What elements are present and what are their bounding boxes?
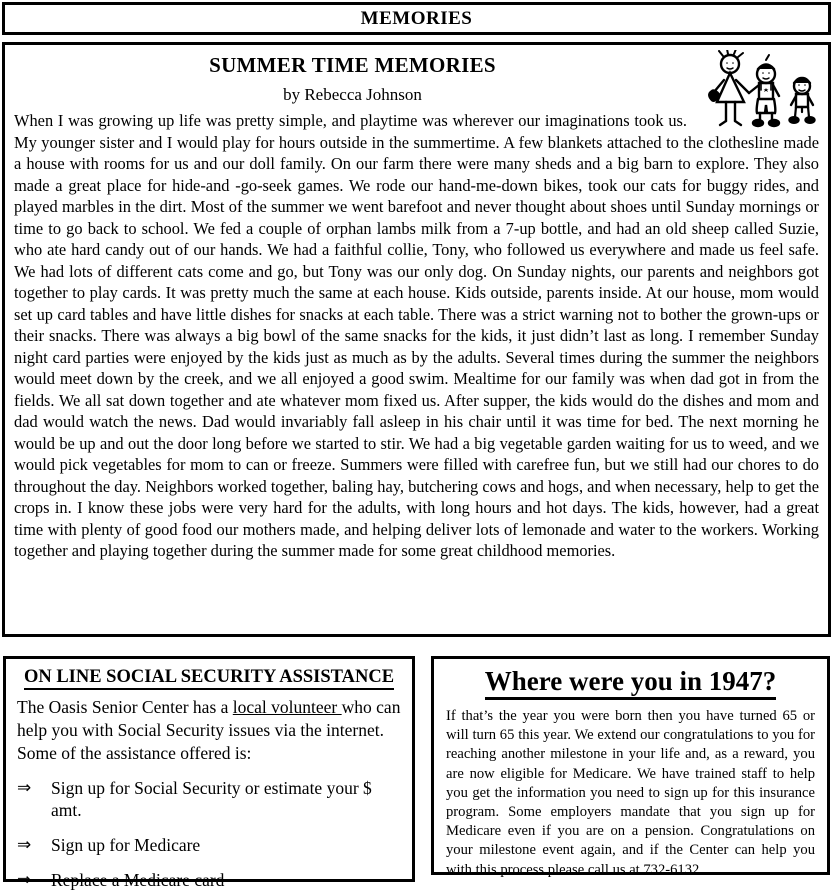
article-title: SUMMER TIME MEMORIES: [209, 53, 496, 77]
double-arrow-bullet-icon: ⇒: [17, 835, 32, 855]
intro-text-pre: The Oasis Senior Center has a: [17, 697, 233, 717]
year-1947-box: [431, 656, 830, 878]
local-volunteer-underlined: local volunteer: [232, 697, 342, 717]
list-item: [17, 777, 401, 821]
list-item-label: Sign up for Medicare: [51, 835, 201, 855]
family-clipart-icon: [703, 50, 821, 140]
article-body-text: When I was growing up life was pretty simple, and playtime was wherever our imaginations took us. My younger sister and I would play for hours outside in the summertime. A few blankets attached to the clothesline made a house with rooms for us and our doll family. On our farm there were many sheds and a big barn to explore. They also made a great place for hide-and -go-seek games. We rode our hand-me-down bikes, took our cats for buggy rides, and played marbles in the dirt. Most of the summer we went barefoot and never thought about shoes until Sunday mornings or time to go back to school. We fed a couple of orphan lambs milk from a 7-up bottle, and had an old sheep called Suzie, who ate hard candy out of our hands. We had a faithful collie, Tony, who followed us everywhere and made us feel safe. We had lots of different cats come and go, but Tony was our only dog. On Sunday nights, our parents and neighbors got together to play cards. It was pretty much the same at each house. Kids outside, parents inside. At our house, mom would set up card tables and have little dishes for snacks at each table. There was a strict warning not to bother the grown-ups or their snacks. There was always a big bowl of the same snacks for the kids, it just didn’t last as long. I remember Sunday night card parties were enjoyed by the kids just as much as by the adults. Several times during the summer the neighbors would meet down by the creek, and we all enjoyed a good swim. Mealtime for our family was when dad got in from the fields. We all sat down together and ate whatever mom fixed us. After supper, the kids would do the dishes and mom and dad would watch the news. Dad would invariably fall asleep in his chair until it was time for bed. The next morning he would be up and out the door long before we started to stir. We had a big vegetable garden waiting for us to weed, and we would pick vegetables for mom to can or freeze. Summers were filled with carefree fun, but we still had our chores to do throughout the day. Neighbors worked together, baling hay, butchering cows and hogs, and when necessary, help to get the crops in. I know these jobs were very hard for the adults, with long hours and hot days. The kids, however, had a great time with plenty of good food our mothers made, and helping deliver lots of lemonade and water to the workers. Working together and playing together during the summer made for some great childhood memories.: [14, 111, 819, 560]
year-1947-title: Where were you in 1947?: [446, 666, 815, 697]
assistance-list: [17, 777, 401, 891]
article-body: [14, 110, 819, 562]
summer-memories-article: [2, 42, 831, 637]
year-1947-body: If that’s the year you were born then you have turned 65 or will turn 65 this year. We extend our congratulations to you for reaching another milestone in your life and, as a reward, you are now eligible for Medicare. We have trained staff to help you get the information you need to sign up for this insurance program. Some employers mandate that you sign up for Medicare even if you are on a pension. Congratulations on your milestone event again, and if the Center can help you with this process please call us at 732-6132.: [446, 708, 815, 878]
page-title: MEMORIES: [360, 7, 473, 29]
list-item: [17, 869, 401, 891]
social-security-box: [3, 656, 415, 890]
list-item-label: Replace a Medicare card: [51, 870, 225, 890]
double-arrow-bullet-icon: ⇒: [17, 778, 32, 798]
memories-header-box: [2, 2, 831, 35]
list-item-label: Sign up for Social Security or estimate your $ amt.: [51, 778, 372, 820]
social-security-title: ON LINE SOCIAL SECURITY ASSISTANCE: [17, 667, 401, 688]
double-arrow-bullet-icon: ⇒: [17, 870, 32, 890]
intro-text-post: who can help you with Social Security issues via the internet. Some of the assistance offered is:: [17, 697, 401, 763]
article-byline: by Rebecca Johnson: [283, 85, 422, 104]
list-item: [17, 834, 401, 856]
social-security-intro: [17, 696, 401, 765]
